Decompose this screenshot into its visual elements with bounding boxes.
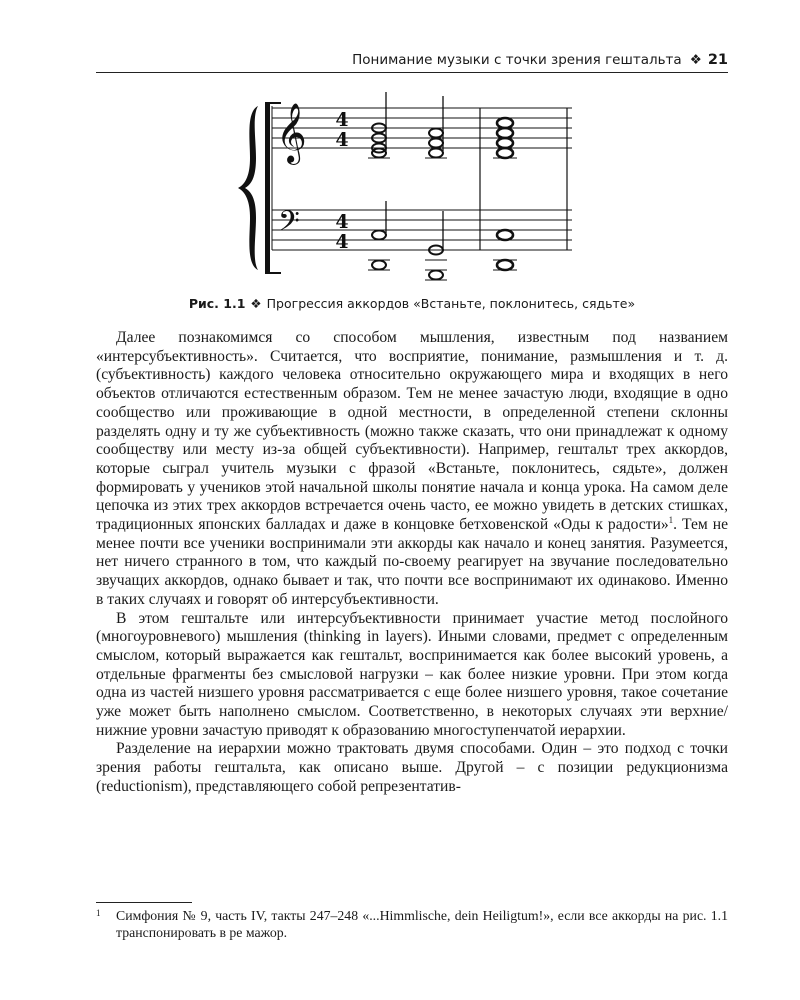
bass-time-lower: 4 [335,231,349,253]
header-rule [96,72,728,73]
running-head-title: Понимание музыки с точки зрения гештальта [352,52,682,68]
barlines [480,108,567,250]
bass-staff [272,210,572,250]
music-score [236,88,576,288]
bass-time-upper: 4 [335,211,349,233]
grand-staff-brace [238,106,258,270]
chord-2-bass [425,211,447,280]
treble-staff [272,108,572,148]
running-head [96,49,728,71]
treble-time-upper: 4 [335,109,349,131]
ornament-icon: ❖ [250,296,262,311]
chord-1-bass [368,201,390,270]
footnote-reference[interactable]: 1 [668,514,674,525]
paragraph: В этом гештальте или интерсубъективности принимает участие метод послойного (многоуровневого) мышления (thinking in layers). Иными словами, предмет с определенным смыслом, который выражается как гештальт, воспринимается как более высокий уровень, а отдельные фрагменты без смысловой нагрузки – как более низкие уровни. При этом когда одна из частей низшего уровня рассматривается с еще более низшего уровня, такое сочетание уже может быть наполнено смыслом. Соответственно, в некоторых случаях эти верхние/нижние уровни зачастую приводят к образованию многоступенчатой иерархии. [96,609,728,739]
bass-clef-icon: 𝄢 [278,205,300,245]
body-text [96,329,728,797]
figure-caption [96,294,728,314]
footnote-mark: 1 [96,908,101,918]
ornament-icon: ❖ [689,52,702,68]
treble-clef-icon: 𝄞 [276,103,307,163]
page-number: 21 [707,52,728,68]
chord-progression-figure [236,88,576,288]
paragraph: Разделение на иерархии можно трактовать двумя способами. Один – это подход с точки зрения работы гештальта, как описано выше. Другой – с позиции редукционизма (reductionism), представляющего собой репрезентатив- [96,740,728,795]
chord-2-treble [425,96,447,158]
footnote [96,907,728,941]
figure-number: Рис. 1.1 [188,296,246,311]
paragraph: Далее познакомимся со способом мышления, известным под названием «интерсубъективность». Считается, что восприятие, понимание, размышления и т. д. (субъективность) каждого человека относительно окружающего мира и входящих в него объектов отличаются естественным образом. Тем не менее зачастую люди, входящие в одно сообщество или проживающие в одной местности, в определенной степени склонны разделять одну и ту же субъективность (можно также сказать, что они принадлежат к одному сообществу или месту из-за общей субъективности). Например, гештальт трех аккордов, которые сыграл учитель музыки с фразой «Встаньте, поклонитесь, сядьте», должен формировать у учеников этой начальной школы понятие начала и конца урока. На самом деле цепочка из этих трех аккордов встречается очень часто, ее можно увидеть в детских стишках, традиционных японских балладах и даже в концовке бетховенской «Оды к радости»$^1$. Тем не менее почти все ученики воспринимали эти аккорды как начало и конец занятия. Разумеется, нет ничего странного в том, что каждый по-своему реагирует на звучание последовательно звучащих аккордов, однако бывает и так, что почти все воспринимают их одинаково. Именно в таких случаях и говорят об интерсубъективности. [96,329,728,608]
system-bracket [265,102,270,274]
chord-1-treble [368,92,390,158]
treble-time-lower: 4 [335,129,349,151]
footnote-rule [96,902,192,903]
footnote-text: Симфония № 9, часть IV, такты 247–248 «...Himmlische, dein Heiligtum!», если все аккорды на рис. 1.1 транспонировать в ре мажор. [116,908,728,940]
figure-caption-text: Прогрессия аккордов «Встаньте, поклонитесь, сядьте» [266,296,636,311]
